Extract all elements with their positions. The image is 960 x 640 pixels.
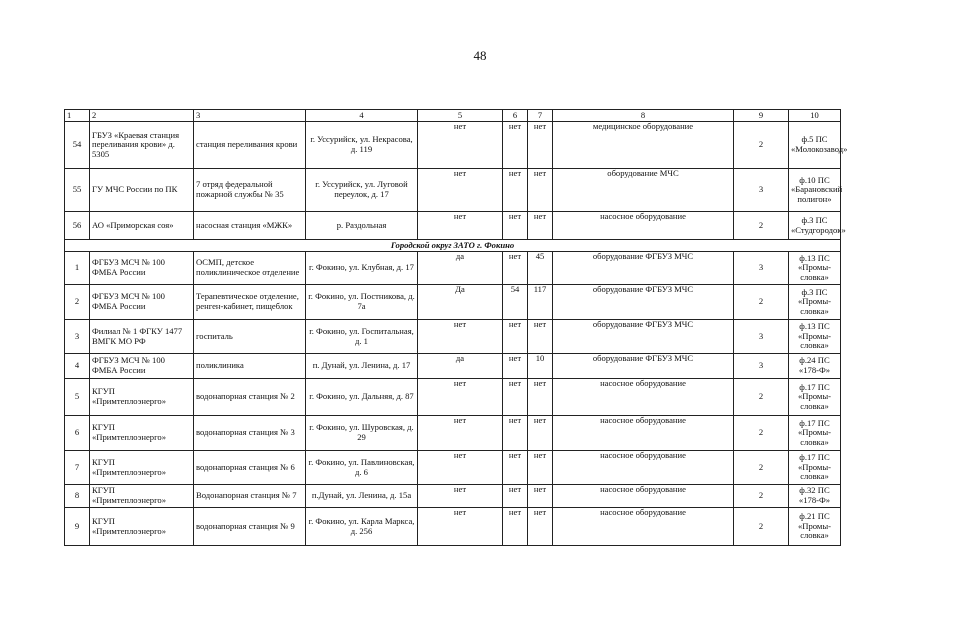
col6-cell: 54 xyxy=(503,285,528,320)
address-cell: г. Уссурийск, ул. Луговой переулок, д. 17 xyxy=(306,169,418,212)
object-cell: водонапорная станция № 3 xyxy=(194,416,306,451)
address-cell: г. Фокино, ул. Госпитальная, д. 1 xyxy=(306,320,418,354)
address-cell: г. Уссурийск, ул. Некрасова, д. 119 xyxy=(306,122,418,169)
equipment-cell: оборудование ФГБУЗ МЧС xyxy=(553,354,734,379)
header-row xyxy=(65,110,841,122)
col6-cell: нет xyxy=(503,252,528,285)
col7-cell: нет xyxy=(528,122,553,169)
feeder-cell: ф.10 ПС «Барановский полигон» xyxy=(789,169,841,212)
col5-cell: Да xyxy=(418,285,503,320)
section-row xyxy=(65,240,841,252)
equipment-cell: насосное оборудование xyxy=(553,485,734,508)
organization-cell: КГУП «Примтеплоэнерго» xyxy=(90,485,194,508)
feeder-cell: ф.17 ПС «Промы-словка» xyxy=(789,451,841,485)
equipment-cell: оборудование ФГБУЗ МЧС xyxy=(553,285,734,320)
col7-cell: 117 xyxy=(528,285,553,320)
object-cell: водонапорная станция № 2 xyxy=(194,379,306,416)
equipment-registry-table xyxy=(64,109,848,546)
col5-cell: нет xyxy=(418,416,503,451)
col6-cell: нет xyxy=(503,485,528,508)
col5-cell: нет xyxy=(418,169,503,212)
equipment-cell: оборудование ФГБУЗ МЧС xyxy=(553,252,734,285)
organization-cell: КГУП «Примтеплоэнерго» xyxy=(90,451,194,485)
col7-cell: нет xyxy=(528,320,553,354)
address-cell: г. Фокино, ул. Клубная, д. 17 xyxy=(306,252,418,285)
col5-cell: нет xyxy=(418,451,503,485)
col7-cell: нет xyxy=(528,379,553,416)
organization-cell: ГБУЗ «Краевая станция переливания крови» д. 5305 xyxy=(90,122,194,169)
col6-cell: нет xyxy=(503,379,528,416)
row-number: 55 xyxy=(65,169,90,212)
category-cell: 2 xyxy=(734,485,789,508)
category-cell: 3 xyxy=(734,320,789,354)
col5-cell: да xyxy=(418,252,503,285)
object-cell: 7 отряд федеральной пожарной службы № 35 xyxy=(194,169,306,212)
address-cell: г. Фокино, ул. Дальняя, д. 87 xyxy=(306,379,418,416)
table-row xyxy=(65,285,841,320)
col6-cell: нет xyxy=(503,451,528,485)
object-cell: водонапорная станция № 9 xyxy=(194,508,306,546)
object-cell: водонапорная станция № 6 xyxy=(194,451,306,485)
col7-cell: нет xyxy=(528,485,553,508)
col6-cell: нет xyxy=(503,508,528,546)
address-cell: г. Фокино, ул. Шуровская, д. 29 xyxy=(306,416,418,451)
organization-cell: ФГБУЗ МСЧ № 100 ФМБА России xyxy=(90,252,194,285)
row-number: 3 xyxy=(65,320,90,354)
col5-cell: да xyxy=(418,354,503,379)
category-cell: 2 xyxy=(734,508,789,546)
feeder-cell: ф.5 ПС «Молокозавод» xyxy=(789,122,841,169)
col-header: 2 xyxy=(90,110,194,122)
col-header: 9 xyxy=(734,110,789,122)
category-cell: 2 xyxy=(734,285,789,320)
col-header: 3 xyxy=(194,110,306,122)
feeder-cell: ф.13 ПС «Промы-словка» xyxy=(789,252,841,285)
col5-cell: нет xyxy=(418,320,503,354)
equipment-cell: насосное оборудование xyxy=(553,451,734,485)
col-header: 1 xyxy=(65,110,90,122)
row-number: 9 xyxy=(65,508,90,546)
col5-cell: нет xyxy=(418,379,503,416)
feeder-cell: ф.3 ПС «Промы-словка» xyxy=(789,285,841,320)
col6-cell: нет xyxy=(503,354,528,379)
object-cell: ОСМП, детское поликлиническое отделение xyxy=(194,252,306,285)
feeder-cell: ф.32 ПС «178-Ф» xyxy=(789,485,841,508)
address-cell: г. Фокино, ул. Карла Маркса, д. 256 xyxy=(306,508,418,546)
feeder-cell: ф.24 ПС «178-Ф» xyxy=(789,354,841,379)
col7-cell: нет xyxy=(528,508,553,546)
object-cell: поликлиника xyxy=(194,354,306,379)
feeder-cell: ф.13 ПС «Промы-словка» xyxy=(789,320,841,354)
equipment-cell: насосное оборудование xyxy=(553,379,734,416)
col5-cell: нет xyxy=(418,212,503,240)
feeder-cell: ф.3 ПС «Студгородок» xyxy=(789,212,841,240)
organization-cell: Филиал № 1 ФГКУ 1477 ВМГК МО РФ xyxy=(90,320,194,354)
row-number: 1 xyxy=(65,252,90,285)
row-number: 56 xyxy=(65,212,90,240)
feeder-cell: ф.21 ПС «Промы-словка» xyxy=(789,508,841,546)
col5-cell: нет xyxy=(418,485,503,508)
category-cell: 2 xyxy=(734,122,789,169)
row-number: 4 xyxy=(65,354,90,379)
table-row xyxy=(65,252,841,285)
col6-cell: нет xyxy=(503,122,528,169)
col7-cell: нет xyxy=(528,212,553,240)
address-cell: р. Раздольная xyxy=(306,212,418,240)
address-cell: г. Фокино, ул. Павлиновская, д. 6 xyxy=(306,451,418,485)
equipment-cell: оборудование ФГБУЗ МЧС xyxy=(553,320,734,354)
object-cell: насосная станция «МЖК» xyxy=(194,212,306,240)
col6-cell: нет xyxy=(503,212,528,240)
col6-cell: нет xyxy=(503,416,528,451)
category-cell: 3 xyxy=(734,252,789,285)
col7-cell: нет xyxy=(528,416,553,451)
address-cell: п. Дунай, ул. Ленина, д. 17 xyxy=(306,354,418,379)
col-header: 7 xyxy=(528,110,553,122)
row-number: 2 xyxy=(65,285,90,320)
row-number: 6 xyxy=(65,416,90,451)
equipment-cell: насосное оборудование xyxy=(553,508,734,546)
table-row xyxy=(65,354,841,379)
col-header: 8 xyxy=(553,110,734,122)
col6-cell: нет xyxy=(503,320,528,354)
object-cell: Водонапорная станция № 7 xyxy=(194,485,306,508)
col-header: 10 xyxy=(789,110,841,122)
col-header: 5 xyxy=(418,110,503,122)
table-row xyxy=(65,508,841,546)
feeder-cell: ф.17 ПС «Промы-словка» xyxy=(789,416,841,451)
col7-cell: 45 xyxy=(528,252,553,285)
col6-cell: нет xyxy=(503,169,528,212)
equipment-cell: медицинское оборудование xyxy=(553,122,734,169)
table-row xyxy=(65,451,841,485)
category-cell: 3 xyxy=(734,354,789,379)
address-cell: п.Дунай, ул. Ленина, д. 15а xyxy=(306,485,418,508)
row-number: 5 xyxy=(65,379,90,416)
object-cell: станция переливания крови xyxy=(194,122,306,169)
col7-cell: нет xyxy=(528,451,553,485)
table-row xyxy=(65,320,841,354)
address-cell: г. Фокино, ул. Постникова, д. 7а xyxy=(306,285,418,320)
table-row xyxy=(65,485,841,508)
table-row xyxy=(65,122,841,169)
col5-cell: нет xyxy=(418,508,503,546)
organization-cell: ГУ МЧС России по ПК xyxy=(90,169,194,212)
organization-cell: ФГБУЗ МСЧ № 100 ФМБА России xyxy=(90,285,194,320)
table-row xyxy=(65,169,841,212)
table-row xyxy=(65,379,841,416)
row-number: 7 xyxy=(65,451,90,485)
row-number: 54 xyxy=(65,122,90,169)
table-row xyxy=(65,416,841,451)
col-header: 4 xyxy=(306,110,418,122)
col7-cell: нет xyxy=(528,169,553,212)
section-title: Городской округ ЗАТО г. Фокино xyxy=(65,240,841,252)
feeder-cell: ф.17 ПС «Промы-словка» xyxy=(789,379,841,416)
category-cell: 3 xyxy=(734,169,789,212)
col7-cell: 10 xyxy=(528,354,553,379)
table-row xyxy=(65,212,841,240)
col-header: 6 xyxy=(503,110,528,122)
object-cell: Терапевтическое отделение, ренген-кабинет, пищеблок xyxy=(194,285,306,320)
organization-cell: ФГБУЗ МСЧ № 100 ФМБА России xyxy=(90,354,194,379)
organization-cell: АО «Приморская соя» xyxy=(90,212,194,240)
organization-cell: КГУП «Примтеплоэнерго» xyxy=(90,416,194,451)
equipment-cell: насосное оборудование xyxy=(553,212,734,240)
col5-cell: нет xyxy=(418,122,503,169)
object-cell: госпиталь xyxy=(194,320,306,354)
category-cell: 2 xyxy=(734,416,789,451)
category-cell: 2 xyxy=(734,451,789,485)
organization-cell: КГУП «Примтеплоэнерго» xyxy=(90,508,194,546)
organization-cell: КГУП «Примтеплоэнерго» xyxy=(90,379,194,416)
equipment-cell: насосное оборудование xyxy=(553,416,734,451)
category-cell: 2 xyxy=(734,379,789,416)
row-number: 8 xyxy=(65,485,90,508)
category-cell: 2 xyxy=(734,212,789,240)
equipment-cell: оборудование МЧС xyxy=(553,169,734,212)
page-number: 48 xyxy=(473,48,487,63)
